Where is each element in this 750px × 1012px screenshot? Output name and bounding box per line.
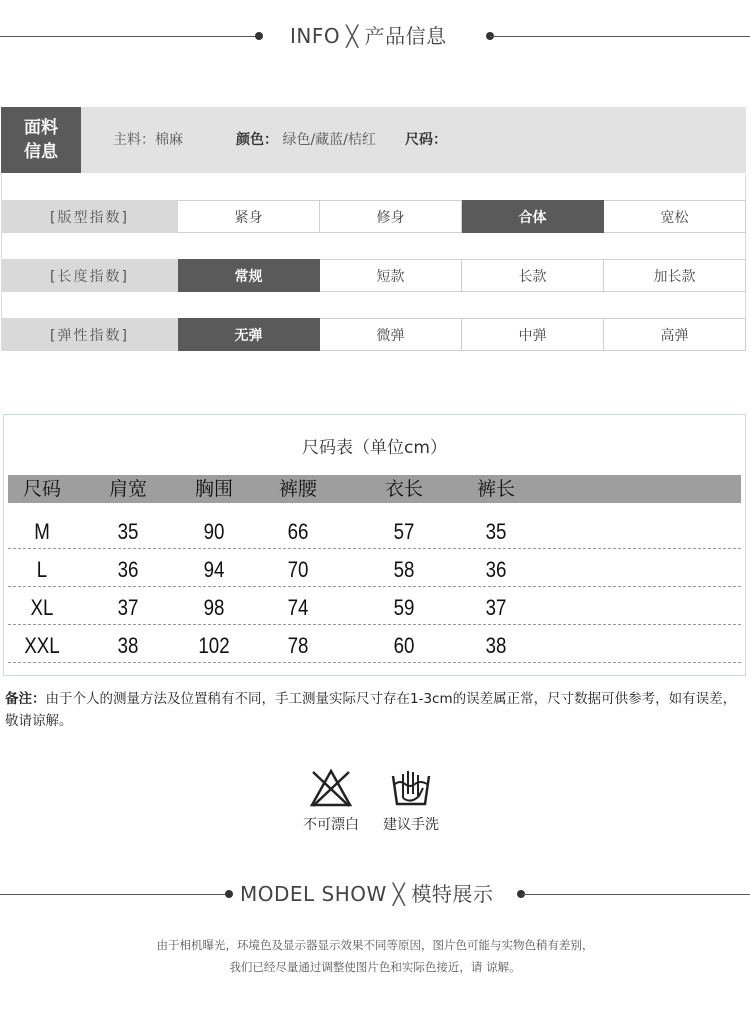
fit-index-option-selected: 合体 xyxy=(462,200,604,233)
elasticity-index-option: 微弹 xyxy=(320,318,462,351)
no-bleach-icon xyxy=(309,768,353,808)
elasticity-index-label: [弹性指数] xyxy=(1,318,178,351)
info-section-header xyxy=(0,16,750,56)
note-label: 备注： xyxy=(5,691,46,707)
row-gap xyxy=(1,174,746,200)
model-header-cn: 模特展示 xyxy=(411,882,494,906)
disclaimer-line1: 由于相机曝光，环境色及显示器显示效果不同等原因，图片色可能与实物色稍有差别， xyxy=(156,938,594,952)
size-chart-cell: 37 xyxy=(117,595,139,620)
fabric-info-bar xyxy=(1,107,746,173)
size-chart-cell: 60 xyxy=(393,633,415,658)
fit-index-option: 紧身 xyxy=(178,200,320,233)
row-gap xyxy=(1,292,746,318)
header-rule-left xyxy=(0,36,256,37)
fabric-info-label xyxy=(1,107,81,173)
size-chart-cell: 74 xyxy=(287,595,309,620)
length-index-row xyxy=(1,259,746,292)
size-chart-cell: 35 xyxy=(485,519,507,544)
model-header-en: MODEL SHOW xyxy=(240,882,387,906)
size-chart-column-header: 衣长 xyxy=(384,478,423,500)
size-chart-cell: 35 xyxy=(117,519,139,544)
no-bleach-label: 不可漂白 xyxy=(303,817,359,833)
fit-index-label: [版型指数] xyxy=(1,200,178,233)
elasticity-index-row xyxy=(1,318,746,351)
header-rule-right xyxy=(490,36,750,37)
fabric-label-line2: 信息 xyxy=(24,142,58,162)
size-chart-cell: 66 xyxy=(287,519,309,544)
size-chart-cell: L xyxy=(36,557,48,582)
hand-wash-icon xyxy=(389,768,433,808)
model-section-header xyxy=(0,874,750,914)
elasticity-index-option-selected: 无弹 xyxy=(178,318,320,351)
size-chart-row xyxy=(8,511,741,549)
size-chart-cell: 37 xyxy=(485,595,507,620)
disclaimer-line2: 我们已经尽量通过调整使图片色和实际色接近，请 谅解。 xyxy=(229,960,521,974)
header-rule-left xyxy=(0,894,226,895)
material-value: 棉麻 xyxy=(155,132,183,148)
length-index-option: 长款 xyxy=(462,259,604,292)
size-chart-cell: M xyxy=(34,519,50,544)
fabric-label-line1: 面料 xyxy=(24,118,58,138)
info-header-en: INFO xyxy=(290,24,341,48)
info-header-cn: 产品信息 xyxy=(364,24,447,48)
header-dot-left xyxy=(225,890,233,898)
size-chart-column-header: 裤腰 xyxy=(278,478,317,500)
fit-index-option: 修身 xyxy=(320,200,462,233)
size-chart-row xyxy=(8,625,741,663)
size-chart xyxy=(3,414,746,676)
size-chart-cell: XL xyxy=(30,595,54,620)
care-hand-wash xyxy=(371,768,451,834)
elasticity-index-option: 高弹 xyxy=(604,318,746,351)
size-chart-cell: 94 xyxy=(203,557,225,582)
color-field xyxy=(236,107,376,173)
size-chart-row xyxy=(8,549,741,587)
size-label: 尺码： xyxy=(405,132,447,148)
info-header-title xyxy=(290,16,447,56)
cross-icon: ╳ xyxy=(392,882,406,906)
size-chart-cell: 38 xyxy=(117,633,139,658)
size-chart-cell: 58 xyxy=(393,557,415,582)
size-chart-cell: 59 xyxy=(393,595,415,620)
color-disclaimer xyxy=(0,934,750,978)
size-chart-cell: 98 xyxy=(203,595,225,620)
hand-wash-label: 建议手洗 xyxy=(383,817,439,833)
size-field xyxy=(405,107,447,173)
size-chart-title: 尺码表（单位cm） xyxy=(302,438,447,458)
length-index-option: 加长款 xyxy=(604,259,746,292)
size-chart-cell: 36 xyxy=(485,557,507,582)
row-gap xyxy=(1,233,746,259)
size-chart-cell: 78 xyxy=(287,633,309,658)
fit-index-option: 宽松 xyxy=(604,200,746,233)
color-label: 颜色： xyxy=(236,132,278,148)
measurement-note xyxy=(5,688,745,732)
material-field xyxy=(113,107,183,173)
size-chart-column-header: 尺码 xyxy=(22,478,61,500)
care-no-bleach xyxy=(291,768,371,834)
model-header-title xyxy=(240,874,493,914)
size-chart-cell: 57 xyxy=(393,519,415,544)
size-chart-cell: 36 xyxy=(117,557,139,582)
header-dot-left xyxy=(255,32,263,40)
header-rule-right xyxy=(521,894,750,895)
note-text: 由于个人的测量方法及位置稍有不同，手工测量实际尺寸存在1-3cm的误差属正常，尺寸数据可供参考，如有误差，敬请谅解。 xyxy=(5,691,737,729)
size-chart-cell: 38 xyxy=(485,633,507,658)
size-chart-cell: XXL xyxy=(24,633,60,658)
length-index-option: 短款 xyxy=(320,259,462,292)
size-chart-cell: 90 xyxy=(203,519,225,544)
size-chart-column-header: 肩宽 xyxy=(108,478,147,500)
elasticity-index-option: 中弹 xyxy=(462,318,604,351)
material-label: 主料： xyxy=(113,132,155,148)
size-chart-cell: 102 xyxy=(198,633,230,658)
fit-index-row xyxy=(1,200,746,233)
size-chart-column-header: 胸围 xyxy=(194,478,233,500)
length-index-label: [长度指数] xyxy=(1,259,178,292)
size-chart-cell: 70 xyxy=(287,557,309,582)
size-chart-header xyxy=(8,475,741,503)
length-index-option-selected: 常规 xyxy=(178,259,320,292)
size-chart-row xyxy=(8,587,741,625)
size-chart-column-header: 裤长 xyxy=(476,478,515,500)
color-value: 绿色/藏蓝/桔红 xyxy=(282,132,376,148)
cross-icon: ╳ xyxy=(346,24,359,48)
